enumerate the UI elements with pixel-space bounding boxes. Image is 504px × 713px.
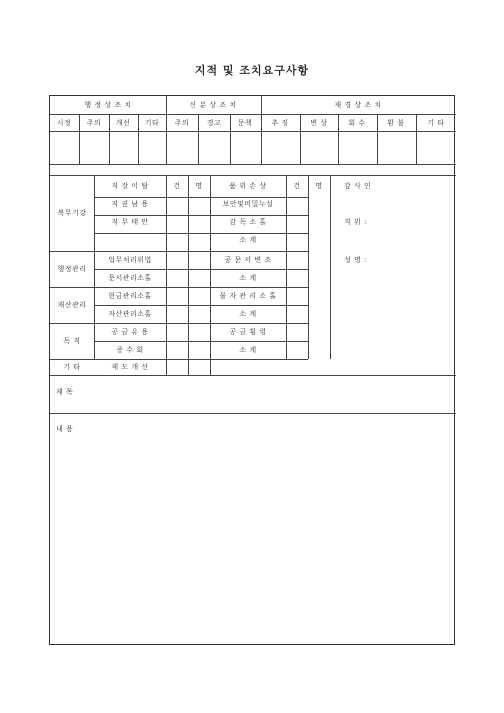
header-financial: 재 경 상 조 치 [334,101,382,109]
subheader-cell: 문책 [237,119,253,127]
count-label: 건 [293,182,301,190]
rule [94,305,308,306]
subheader-cell: 주의 [86,119,102,127]
person-label: 명 [195,182,203,190]
item-label: 업무처리위법 [108,256,152,264]
person-label: 명 [315,182,323,190]
subheader-cell: 변 상 [310,119,328,127]
rule [50,131,456,132]
group-label: 재산관리 [57,301,87,309]
auditor-label: 감 사 인 [344,182,372,190]
form-frame [49,95,455,645]
item-label: 품 위 손 상 [229,182,267,190]
rule [338,114,339,164]
item-label: 현금관리소홀 [108,292,152,300]
rule [50,287,308,288]
subheader-cell: 개선 [115,119,131,127]
rule [416,114,417,164]
rule [79,114,80,164]
rule [330,175,331,359]
rule [138,114,139,164]
subheader-cell: 기타 [144,119,160,127]
rule [261,96,262,164]
rule [166,175,167,375]
subheader-cell: 기 타 [427,119,445,127]
rule [50,175,456,176]
rule [286,175,287,359]
rule [50,359,308,360]
item-label: 소 계 [239,274,257,282]
rule [210,175,211,375]
rule [50,251,308,252]
rule [50,114,456,115]
rule [377,114,378,164]
subheader-cell: 주의 [174,119,190,127]
rule [109,114,110,164]
item-label: 감 독 소 홀 [229,218,267,226]
subheader-cell: 시정 [56,119,72,127]
item-label: 공 금 유 용 [111,328,149,336]
content-label: 내 용 [56,425,74,433]
group-label: 기 타 [63,363,81,371]
item-label: 문서관리소홀 [108,274,152,282]
rule [94,269,308,270]
rule [50,164,456,165]
item-label: 소 계 [239,346,257,354]
item-label: 공 문 서 변 조 [224,256,272,264]
group-label: 복무기강 [57,209,87,217]
rule [300,114,301,164]
subheader-cell: 회 수 [348,119,366,127]
rule [50,323,308,324]
count-label: 건 [173,182,181,190]
document-title: 지적 및 조치요구사항 [194,64,310,77]
rule [230,114,231,164]
subheader-cell: 경고 [206,119,222,127]
header-administrative: 행 정 상 조 치 [84,101,132,109]
subheader-cell: 환 불 [387,119,405,127]
subheader-cell: 추 징 [271,119,289,127]
item-label: 자산관리소홀 [108,310,152,318]
item-label: 직 장 이 탈 [111,182,149,190]
group-label: 행정관리 [57,265,87,273]
group-label: 독 직 [63,337,81,345]
item-label: 직 권 남 용 [111,200,149,208]
item-label: 물 자 관 리 소 홀 [219,292,277,300]
item-label: 제 도 개 선 [111,363,149,371]
item-label: 보안및비밀누설 [222,200,274,208]
subject-label: 제 목 [56,388,74,396]
rule [50,413,456,414]
rule [94,175,95,359]
rule [94,233,308,234]
item-label: 증 수 회 [116,346,144,354]
name-label: 성 명 : [344,256,367,264]
rule [94,215,308,216]
item-label: 소 계 [239,310,257,318]
header-personnel: 신 분 상 조 치 [189,101,237,109]
item-label: 직 무 태 만 [111,218,149,226]
rule [188,175,189,375]
rule [166,96,167,164]
item-label: 공 금 횡 령 [229,328,267,336]
rule [50,375,456,376]
rule [308,175,309,359]
rule [94,197,308,198]
rule [198,114,199,164]
item-label: 소 계 [239,236,257,244]
rule [94,341,308,342]
position-label: 직 위 : [344,218,367,226]
